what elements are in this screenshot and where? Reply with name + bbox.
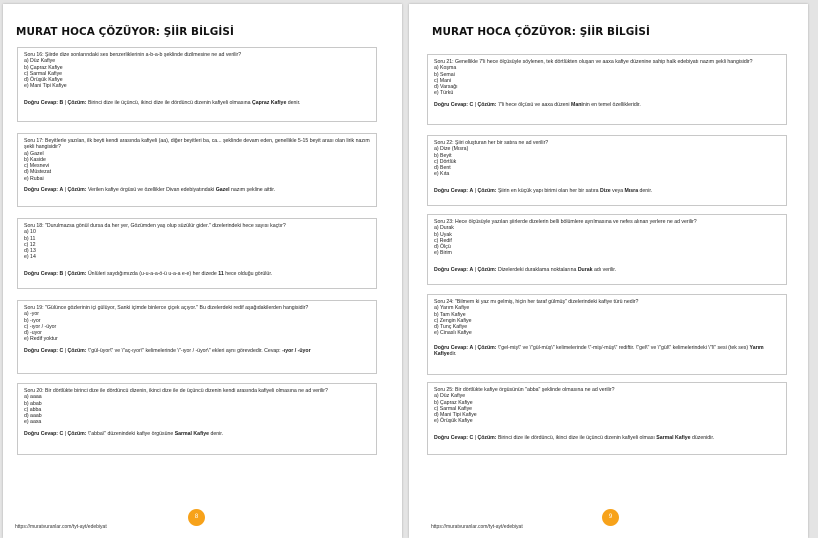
option-a: a) Durak xyxy=(434,225,454,232)
page-number-badge: 8 xyxy=(188,509,205,526)
answer-letter: A xyxy=(469,187,474,194)
solution-text: Verilen kafiye örgüsü ve özellikler Divan edebiyatındaki xyxy=(87,187,216,194)
option-d: d) Örüşük Kafiye xyxy=(24,77,63,84)
page-9 xyxy=(409,4,808,538)
solution-text-end: denir. xyxy=(638,187,653,194)
solution-text: Birinci dize ile dördüncü, ikinci dize ile üçüncü dizenin kafiyeli olması xyxy=(497,434,657,441)
answer-line: Doğru Cevap: C | Çözüm: Birinci dize ile dördüncü, ikinci dize ile üçüncü dizenin kafiyeli olması Sarmal Kafiye düzenidir. xyxy=(434,434,715,441)
answer-prefix: Doğru Cevap: xyxy=(434,101,469,108)
option-c: c) Mesnevi xyxy=(24,163,50,170)
question-text: Soru 23: Hece ölçüsüyle yazılan şiirlerde dizelerin belli bölümlere ayrılmasına ve nefes alınan yerlere ne ad verilir? xyxy=(434,219,697,225)
page-title: MURAT HOCA ÇÖZÜYOR: ŞİİR BİLGİSİ xyxy=(16,26,234,38)
answer-prefix: Doğru Cevap: xyxy=(434,266,469,273)
solution-prefix: Çözüm: xyxy=(477,101,497,108)
answer-letter: B xyxy=(59,99,64,106)
solution-prefix: Çözüm: xyxy=(67,187,87,194)
answer-prefix: Doğru Cevap: xyxy=(434,434,469,441)
answer-line: Doğru Cevap: A | Çözüm: Verilen kafiye örgüsü ve özellikler Divan edebiyatındaki Gazel nazım şekline aittir. xyxy=(24,187,276,194)
option-e: e) Örüşük Kafiye xyxy=(434,418,473,425)
option-e: e) 14 xyxy=(24,254,36,261)
page-8 xyxy=(3,4,402,538)
answer-prefix: Doğru Cevap: xyxy=(24,99,59,106)
solution-text-end: düzenidir. xyxy=(690,434,715,441)
solution-keyword: Çapraz Kafiye xyxy=(252,99,287,106)
option-b: b) Tam Kafiye xyxy=(434,311,466,318)
option-c: c) Sarmal Kafiye xyxy=(434,405,473,412)
solution-text-end: denir. xyxy=(209,430,224,437)
answer-line: Doğru Cevap: A | Çözüm: \"gel-miş\" ve \"gül-müş\" kelimelerinde \"-miş/-müş\" rediftir. \"gel\" ve \"gül\" kelimelerindeki \"l\" sesi (tek ses) Yarım Kafiyedir. xyxy=(434,344,764,358)
option-d: d) -uyor xyxy=(24,330,42,337)
option-a: a) -yor xyxy=(24,311,39,318)
question-box-22 xyxy=(427,135,787,206)
solution-keyword: Mani xyxy=(571,101,583,108)
option-e: e) Birim xyxy=(434,250,452,257)
answer-prefix: Doğru Cevap: xyxy=(24,270,59,277)
solution-text: 7'li hece ölçüsü ve aaxa düzeni xyxy=(497,101,572,108)
solution-keyword: 11 xyxy=(218,270,224,277)
answer-letter: C xyxy=(59,430,64,437)
question-box-24 xyxy=(427,294,787,375)
question-box-18 xyxy=(17,218,377,289)
solution-keyword: Gazel xyxy=(215,187,230,194)
solution-text: \"gül-üyor\" ve \"aç-ıyor\" kelimelerinde \"-ıyor / -üyor\" ekleri aynı görevdedir. Cevap: xyxy=(87,347,283,354)
answer-line: Doğru Cevap: A | Çözüm: Şiirin en küçük yapı birimi olan her bir satıra Dize veya Mısra denir. xyxy=(434,187,653,194)
answer-letter: C xyxy=(469,434,474,441)
answer-prefix: Doğru Cevap: xyxy=(24,430,59,437)
question-box-19 xyxy=(17,300,377,374)
solution-keyword: Yarım Kafiye xyxy=(434,344,764,358)
option-b: b) 11 xyxy=(24,235,36,242)
question-text: Soru 19: "Gülünce gözlerinin içi gülüyor, Sanki içimde binlerce çiçek açıyor." Bu dizelerdeki redif aşağıdakilerden hangisidir? xyxy=(24,305,309,311)
question-box-25 xyxy=(427,382,787,455)
question-text: Soru 16: Şiirde dize sonlarındaki ses benzerliklerinin a-b-a-b şeklinde dizilmesine ne ad verilir? xyxy=(24,52,242,58)
page-number-badge: 9 xyxy=(602,509,619,526)
solution-text: Dizelerdeki duraklama noktalarına xyxy=(497,266,578,273)
option-e: e) aaxa xyxy=(24,419,42,426)
option-d: d) aaab xyxy=(24,413,42,420)
option-e: e) Rubai xyxy=(24,175,44,182)
answer-letter: A xyxy=(469,266,474,273)
footer-link[interactable]: https://muratvuranlar.com/tyt-ayt/edebiyat xyxy=(431,524,523,530)
solution-keyword: Dize xyxy=(600,187,611,194)
solution-prefix: Çözüm: xyxy=(477,187,497,194)
question-box-21 xyxy=(427,54,787,125)
solution-text-end: denir. xyxy=(286,99,301,106)
option-b: b) Semai xyxy=(434,71,455,78)
question-box-20 xyxy=(17,383,377,455)
answer-prefix: Doğru Cevap: xyxy=(24,347,59,354)
option-b: b) Çapraz Kafiye xyxy=(24,64,63,71)
answer-prefix: Doğru Cevap: xyxy=(24,187,59,194)
answer-letter: C xyxy=(59,347,64,354)
answer-line: Doğru Cevap: B | Çözüm: Ünlüleri saydığımızda (u-u-a-a-ö-ü u-a-a e-e) her dizede 11 hece olduğu görülür. xyxy=(24,270,273,277)
option-c: c) 12 xyxy=(24,241,36,248)
question-text: Soru 22: Şiiri oluşturan her bir satıra ne ad verilir? xyxy=(434,140,549,146)
option-d: d) Müstezat xyxy=(24,169,52,176)
solution-text-end: hece olduğu görülür. xyxy=(223,270,273,277)
option-a: a) 10 xyxy=(24,229,36,236)
solution-keyword: Sarmal Kafiye xyxy=(174,430,210,437)
option-b: b) Uyak xyxy=(434,231,452,238)
question-text: Soru 18: "Durulmazsa gönül dursa da her yer, Gözümden yaş olup süzülür gider." dizelerindeki hece sayısı kaçtır? xyxy=(24,223,286,229)
option-b: b) -ıyor xyxy=(24,317,41,324)
solution-keyword-2: Mısra xyxy=(624,187,639,194)
option-c: c) Zengin Kafiye xyxy=(434,317,472,324)
solution-keyword: Sarmal Kafiye xyxy=(656,434,691,441)
solution-prefix: Çözüm: xyxy=(67,347,87,354)
answer-line: Doğru Cevap: A | Çözüm: Dizelerdeki duraklama noktalarına Durak adı verilir. xyxy=(434,266,617,273)
option-d: d) Bent xyxy=(434,165,451,172)
answer-line: Doğru Cevap: C | Çözüm: \"gül-üyor\" ve \"aç-ıyor\" kelimelerinde \"-ıyor / -üyor\" ekleri aynı görevdedir. Cevap: -ıyor / -üyor xyxy=(24,347,311,354)
option-a: a) Düz Kafiye xyxy=(24,58,56,65)
answer-letter: A xyxy=(469,344,474,351)
answer-line: Doğru Cevap: B | Çözüm: Birinci dize ile üçüncü, ikinci dize ile dördüncü dizenin kafiyeli olmasına Çapraz Kafiye denir. xyxy=(24,99,301,106)
option-e: e) Kıta xyxy=(434,171,450,178)
option-c: c) Sarmal Kafiye xyxy=(24,70,63,77)
question-box-23 xyxy=(427,214,787,285)
option-d: d) Varsağı xyxy=(434,84,458,91)
answer-letter: B xyxy=(59,270,64,277)
answer-line: Doğru Cevap: C | Çözüm: 7'li hece ölçüsü ve aaxa düzeni Maninin en temel özellikleridir. xyxy=(434,101,641,108)
solution-text: Birinci dize ile üçüncü, ikinci dize ile dördüncü dizenin kafiyeli olmasına xyxy=(87,99,253,106)
question-text: Soru 24: "Bilmem ki yaz mı gelmiş, hiçin her taraf gülmüş" dizelerindeki kafiye türü nedir? xyxy=(434,299,639,305)
option-c: c) Redif xyxy=(434,237,452,244)
solution-text: \"abba\" düzenindeki kafiye örgüsüne xyxy=(87,430,175,437)
option-e: e) Mani Tipi Kafiye xyxy=(24,83,67,90)
option-e: e) Türkü xyxy=(434,90,454,97)
option-e: e) Redif yoktur xyxy=(24,336,58,343)
option-d: d) Tunç Kafiye xyxy=(434,324,468,331)
option-b: b) Beyit xyxy=(434,152,452,159)
answer-letter: C xyxy=(469,101,474,108)
option-a: a) Gazel xyxy=(24,150,44,157)
answer-prefix: Doğru Cevap: xyxy=(434,344,469,351)
option-b: b) Kaside xyxy=(24,156,46,163)
option-c: c) -ıyor / -üyor xyxy=(24,323,57,330)
solution-text-end: adı verilir. xyxy=(592,266,617,273)
solution-prefix: Çözüm: xyxy=(67,270,87,277)
solution-prefix: Çözüm: xyxy=(67,99,87,106)
solution-text-mid: veya xyxy=(610,187,625,194)
question-box-17 xyxy=(17,133,377,207)
question-text: Soru 25: Bir dörtlükte kafiye örgüsünün "abba" şeklinde olmasına ne ad verilir? xyxy=(434,387,615,393)
option-b: b) abab xyxy=(24,400,42,407)
option-a: a) Yarım Kafiye xyxy=(434,305,470,312)
footer-link[interactable]: https://muratvuranlar.com/tyt-ayt/edebiyat xyxy=(15,524,107,530)
option-d: d) Ölçü xyxy=(434,244,451,251)
question-text: Soru 17: Beyitlerle yazılan, ilk beyti kendi arasında kafiyeli (aa), diğer beyitleri ba, ca... şeklinde devam eden, genellikle 5-15 beyit arası olan lirik nazım şekli hangisidir? xyxy=(24,138,370,151)
page-title: MURAT HOCA ÇÖZÜYOR: ŞİİR BİLGİSİ xyxy=(432,26,650,38)
solution-text-end: dir. xyxy=(449,351,457,358)
option-c: c) Mani xyxy=(434,77,452,84)
solution-keyword: Durak xyxy=(577,266,593,273)
solution-text: Ünlüleri saydığımızda (u-u-a-a-ö-ü u-a-a e-e) her dizede xyxy=(87,270,219,277)
solution-text: Şiirin en küçük yapı birimi olan her bir satıra xyxy=(497,187,601,194)
solution-prefix: Çözüm: xyxy=(477,266,497,273)
solution-text: \"gel-miş\" ve \"gül-müş\" kelimelerinde \"-miş/-müş\" rediftir. \"gel\" ve \"gül\" kelimelerindeki \"l\" sesi (tek ses) xyxy=(497,344,750,351)
answer-prefix: Doğru Cevap: xyxy=(434,187,469,194)
option-b: b) Çapraz Kafiye xyxy=(434,399,473,406)
solution-text-end: nin en temel özellikleridir. xyxy=(582,101,641,108)
option-d: d) Mani Tipi Kafiye xyxy=(434,412,477,419)
option-c: c) abba xyxy=(24,406,42,413)
question-text: Soru 21: Genellikle 7'li hece ölçüsüyle söylenen, tek dörtlükten oluşan ve aaxa kafiye düzenine sahip halk edebiyatı nazım şekli hangisidir? xyxy=(434,59,753,65)
question-text: Soru 20: Bir dörtlükte birinci dize ile dördüncü dizenin, ikinci dize ile de üçüncü dizenin kendi arasında kafiyeli olmasına ne ad verilir? xyxy=(24,388,328,394)
option-d: d) 13 xyxy=(24,248,36,255)
solution-prefix: Çözüm: xyxy=(67,430,87,437)
solution-keyword: -ıyor / -üyor xyxy=(282,347,311,354)
option-a: a) Düz Kafiye xyxy=(434,393,466,400)
option-c: c) Dörtlük xyxy=(434,158,457,165)
option-a: a) aaaa xyxy=(24,394,42,401)
question-box-16 xyxy=(17,47,377,122)
solution-prefix: Çözüm: xyxy=(477,434,497,441)
option-a: a) Koşma xyxy=(434,65,457,72)
answer-line: Doğru Cevap: C | Çözüm: \"abba\" düzenindeki kafiye örgüsüne Sarmal Kafiye denir. xyxy=(24,430,224,437)
option-e: e) Cinaslı Kafiye xyxy=(434,330,472,337)
answer-letter: A xyxy=(59,187,64,194)
solution-text-end: nazım şekline aittir. xyxy=(229,187,276,194)
solution-prefix: Çözüm: xyxy=(477,344,497,351)
option-a: a) Dize (Mısra) xyxy=(434,146,469,153)
